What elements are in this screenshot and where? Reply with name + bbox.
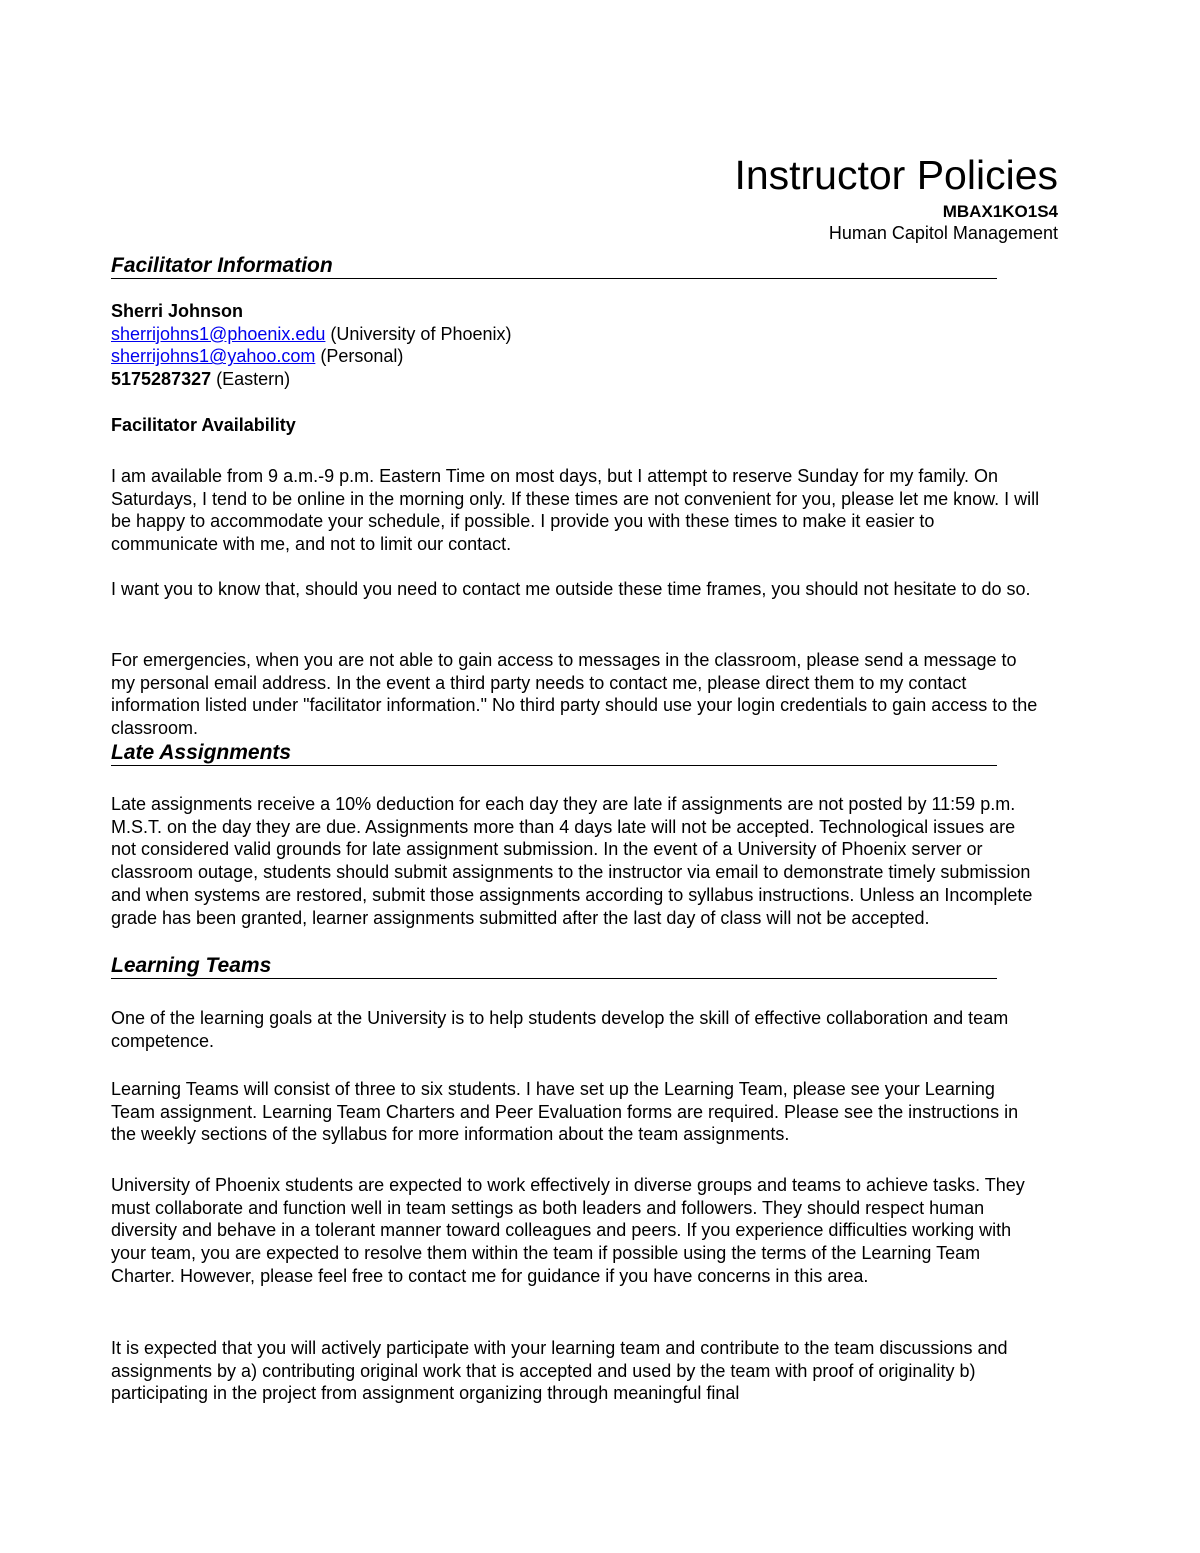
facilitator-information-heading: Facilitator Information <box>111 253 997 279</box>
learning-teams-paragraph: It is expected that you will actively participate with your learning team and contribute to the team discussions and assignments by a) contributing original work that is accepted and used by the team with proof of originality b) participating in the project from assignment organizing through meaningful final <box>111 1338 1008 1404</box>
late-assignments-paragraph: Late assignments receive a 10% deduction for each day they are late if assignments are not posted by 11:59 p.m. M.S.T. on the day they are due. Assignments more than 4 days late will not be accepted. Technological issues are not considered valid grounds for late assignment submission. In the event of a University of Phoenix server or classroom outage, students should submit assignments to the instructor via email to demonstrate timely submission and when systems are restored, submit those assignments according to syllabus instructions. Unless an Incomplete grade has been granted, learner assignments submitted after the last day of class will not be accepted. <box>111 794 1033 928</box>
late-assignments-heading: Late Assignments <box>111 740 997 766</box>
course-name: Human Capitol Management <box>828 223 1058 243</box>
school-email-note: (University of Phoenix) <box>325 323 512 344</box>
personal-email-note: (Personal) <box>315 346 404 367</box>
page-title: Instructor Policies <box>734 152 1058 198</box>
facilitator-name: Sherri Johnson <box>111 301 244 321</box>
school-email-line <box>111 323 1041 346</box>
learning-teams-paragraph: University of Phoenix students are expected to work effectively in diverse groups and teams to achieve tasks. They must collaborate and function well in team settings as both leaders and followers. They should respect human diversity and behave in a tolerant manner toward colleagues and peers. If you experience difficulties working with your team, you are expected to resolve them within the team if possible using the terms of the Learning Team Charter. However, please feel free to contact me for guidance if you have concerns in this area. <box>111 1175 1025 1286</box>
availability-paragraph: I am available from 9 a.m.-9 p.m. Eastern Time on most days, but I attempt to reserve Sunday for my family. On Saturdays, I tend to be online in the morning only. If these times are not convenient for you, please let me know. I will be happy to accommodate your schedule, if possible. I provide you with these times to make it easier to communicate with me, and not to limit our contact. <box>111 466 1040 555</box>
phone-number: 5175287327 <box>111 369 212 390</box>
learning-teams-heading: Learning Teams <box>111 953 997 979</box>
school-email-link[interactable]: sherrijohns1@phoenix.edu <box>111 323 326 344</box>
availability-paragraph: I want you to know that, should you need to contact me outside these time frames, you should not hesitate to do so. <box>111 579 1031 599</box>
learning-teams-paragraph: One of the learning goals at the University is to help students develop the skill of effective collaboration and team competence. <box>111 1008 1009 1051</box>
facilitator-availability-heading: Facilitator Availability <box>111 415 296 435</box>
availability-paragraph: For emergencies, when you are not able to gain access to messages in the classroom, please send a message to my personal email address. In the event a third party needs to contact me, please direct them to my contact information listed under "facilitator information." No third party should use your login credentials to gain access to the classroom. <box>111 650 1038 739</box>
phone-note: (Eastern) <box>211 369 291 390</box>
course-code: MBAX1KO1S4 <box>942 202 1058 221</box>
personal-email-link[interactable]: sherrijohns1@yahoo.com <box>111 346 316 367</box>
personal-email-line <box>111 345 1041 368</box>
phone-line <box>111 368 1041 391</box>
learning-teams-paragraph: Learning Teams will consist of three to six students. I have set up the Learning Team, please see your Learning Team assignment. Learning Team Charters and Peer Evaluation forms are required. Please see the instructions in the weekly sections of the syllabus for more information about the team assignments. <box>111 1079 1019 1145</box>
contact-block <box>111 300 1041 391</box>
